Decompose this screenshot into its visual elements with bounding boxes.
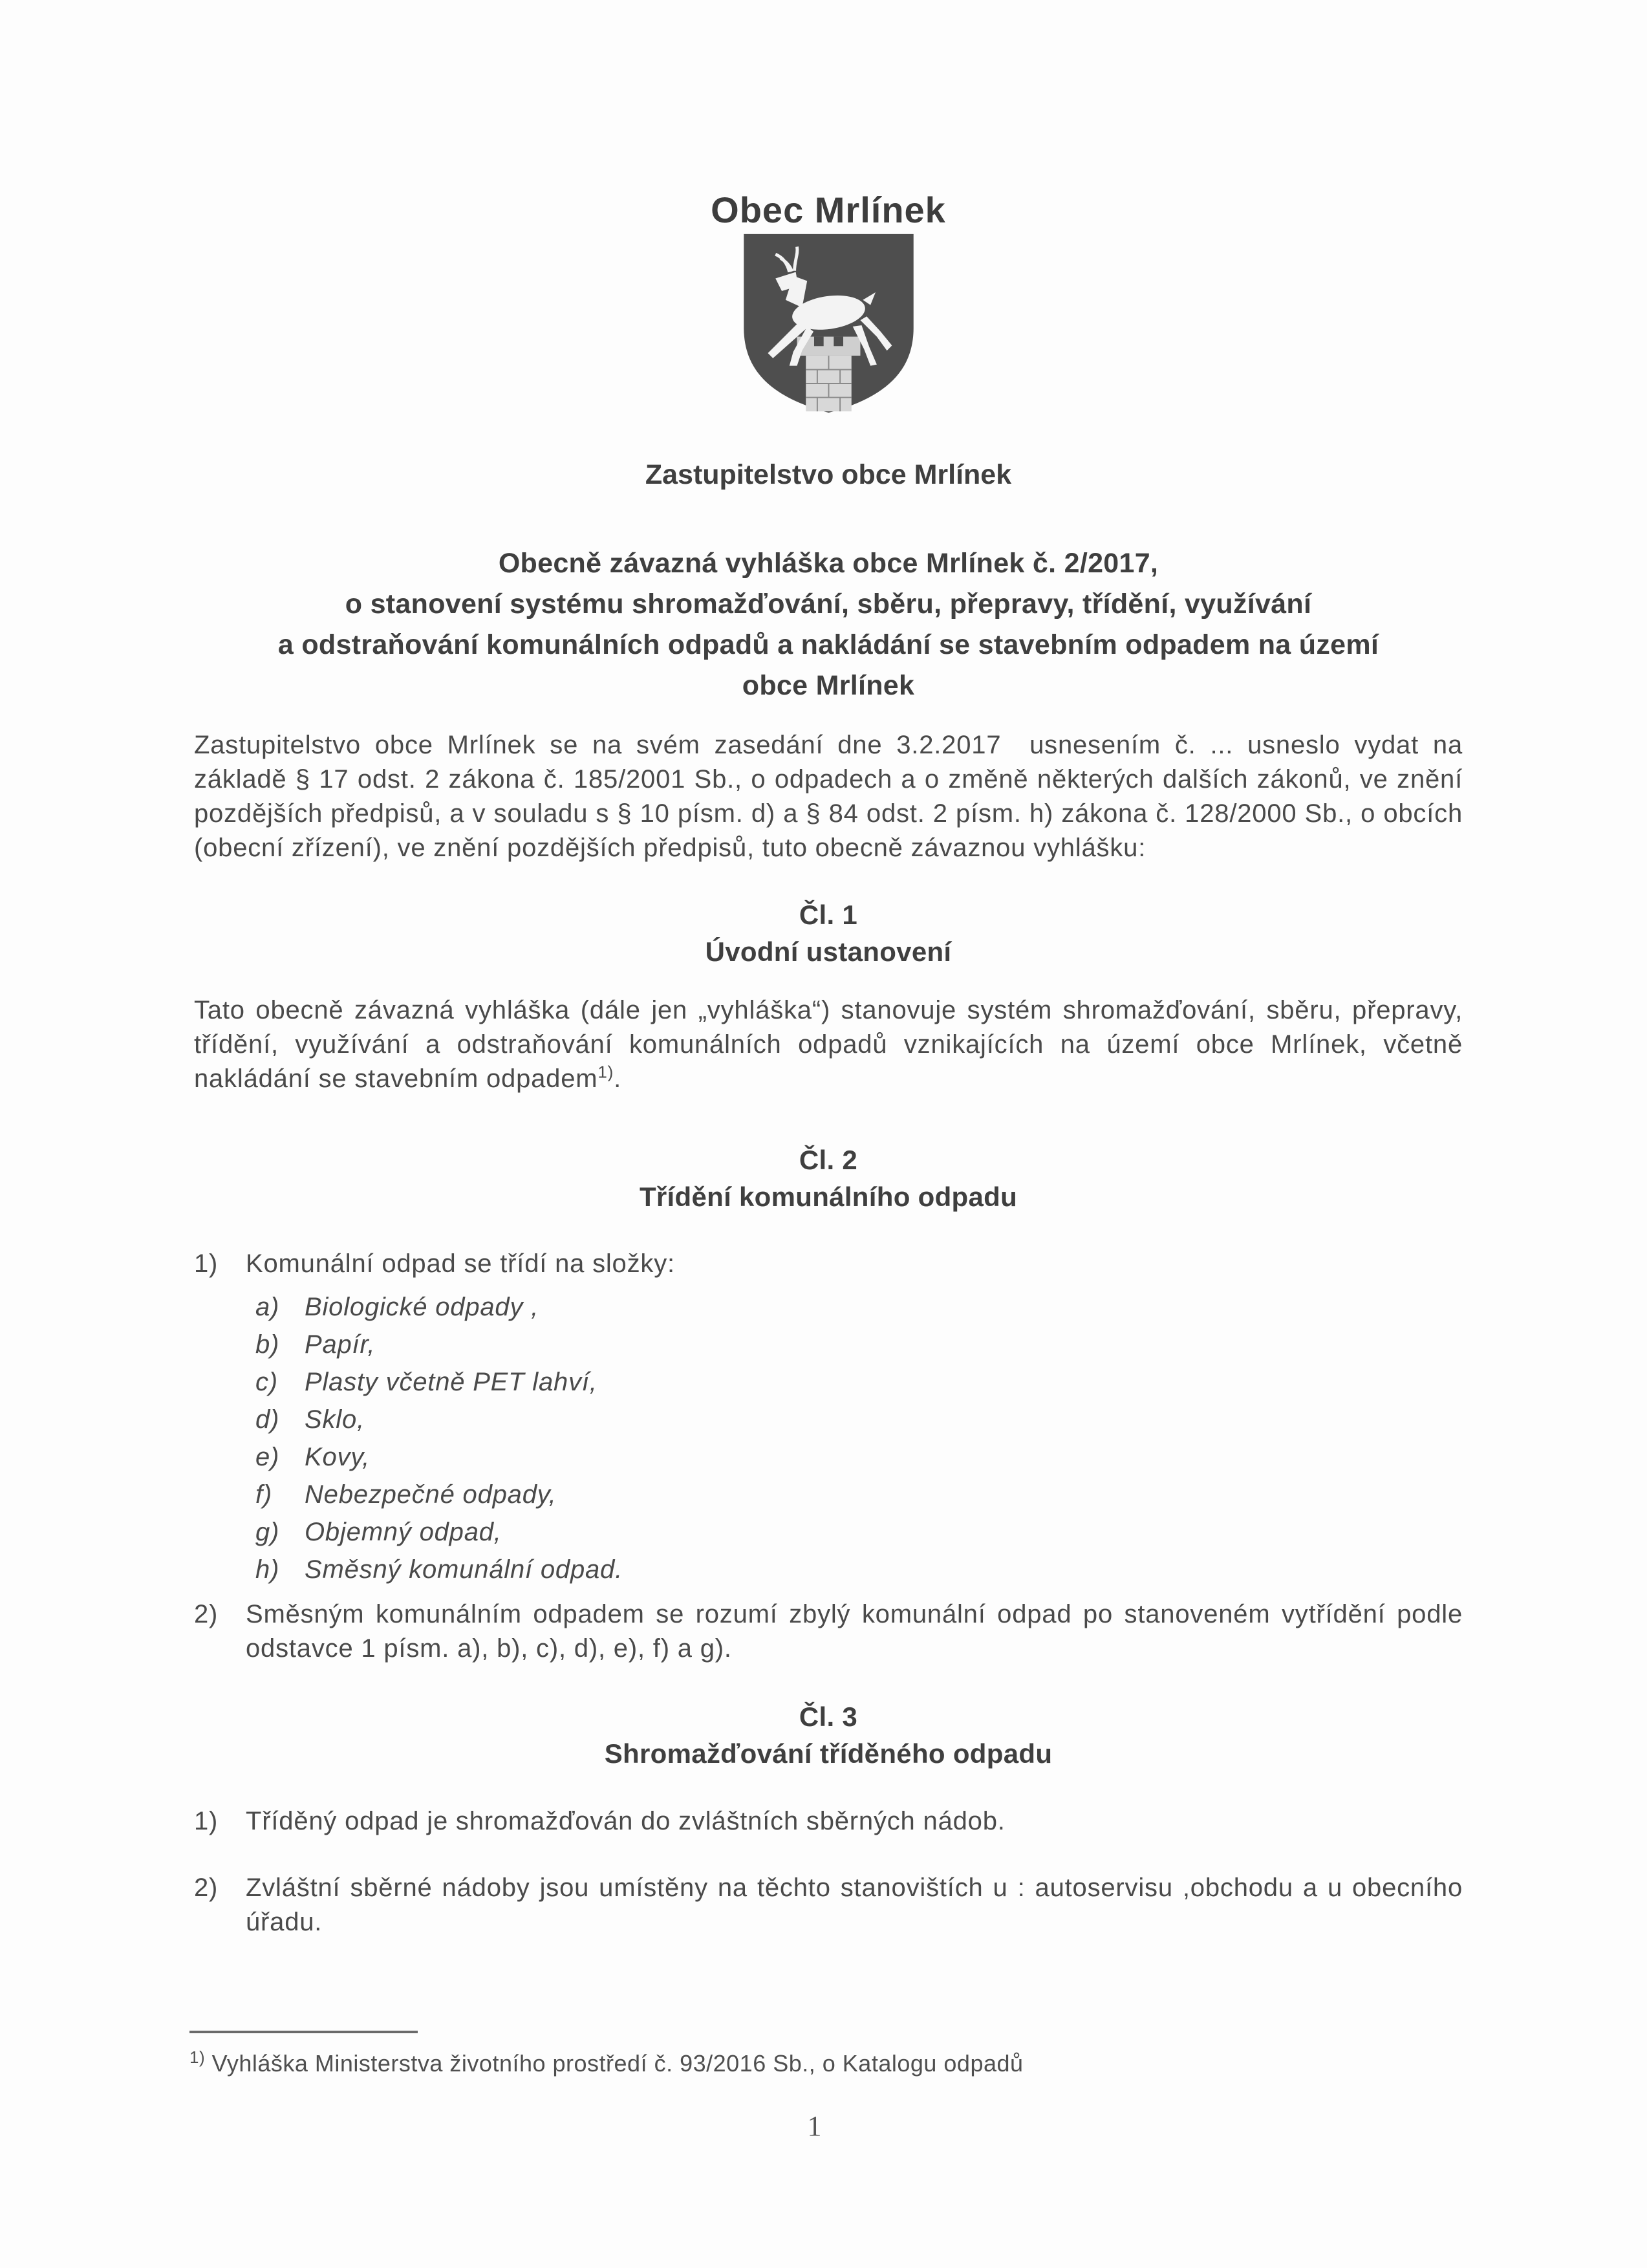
sublist-item-text: Papír, xyxy=(305,1330,376,1359)
article-3-heading xyxy=(194,1698,1463,1772)
article-3-number: Čl. 3 xyxy=(799,1701,858,1732)
article-2-title: Třídění komunálního odpadu xyxy=(639,1182,1018,1212)
sublist-item-label: b) xyxy=(255,1330,280,1359)
page-content xyxy=(194,0,1470,1939)
sublist-item-label: c) xyxy=(255,1368,278,1396)
sublist-item-text: Sklo, xyxy=(305,1405,365,1434)
footnote xyxy=(189,2049,1458,2079)
sublist-item xyxy=(255,1326,1463,1363)
sublist-item-text: Kovy, xyxy=(305,1443,371,1471)
item-text: Zvláštní sběrné nádoby jsou umístěny na těchto stanovištích u : autoservisu ,obchodu a u obecního úřadu. xyxy=(246,1874,1463,1936)
sublist-item-label: a) xyxy=(255,1293,280,1321)
item-text: Tříděný odpad je shromažďován do zvláštních sběrných nádob. xyxy=(246,1807,1006,1835)
sublist-item xyxy=(255,1401,1463,1438)
item-text: Komunální odpad se třídí na složky: xyxy=(246,1249,675,1278)
article-2-heading xyxy=(194,1141,1463,1215)
article-3-title: Shromažďování tříděného odpadu xyxy=(604,1738,1053,1769)
ordinance-title-line1: Obecně závazná vyhláška obce Mrlínek č. 2/2017, xyxy=(498,548,1159,579)
sublist-item-label: d) xyxy=(255,1405,280,1434)
sublist-item xyxy=(255,1513,1463,1551)
article-3-item-1 xyxy=(194,1804,1463,1839)
ordinance-title-line4: obce Mrlínek xyxy=(742,670,915,701)
article-2-sublist xyxy=(255,1288,1463,1588)
sublist-item xyxy=(255,1476,1463,1513)
article-1-title: Úvodní ustanovení xyxy=(705,936,952,967)
sublist-item-label: e) xyxy=(255,1443,280,1471)
article-2-item-2 xyxy=(194,1597,1463,1666)
footnote-text: Vyhláška Ministerstva životního prostředí č. 93/2016 Sb., o Katalogu odpadů xyxy=(211,2050,1024,2077)
municipality-title: Obec Mrlínek xyxy=(711,189,946,230)
sublist-item xyxy=(255,1551,1463,1588)
article-1-period: . xyxy=(614,1064,622,1093)
sublist-item-label: g) xyxy=(255,1518,280,1546)
sublist-item xyxy=(255,1288,1463,1326)
sublist-item-text: Nebezpečné odpady, xyxy=(305,1480,557,1509)
article-1-heading xyxy=(194,896,1463,970)
article-3-item-2 xyxy=(194,1871,1463,1939)
footnote-reference: 1) xyxy=(597,1062,614,1082)
article-2-item-1 xyxy=(194,1247,1463,1281)
preamble-paragraph: Zastupitelstvo obce Mrlínek se na svém zasedání dne 3.2.2017 usnesením č. ... usneslo vydat na základě § 17 odst. 2 zákona č. 185/2001 Sb., o odpadech a o změně některých dalších zákonů, ve znění pozdějších předpisů, a v souladu s § 10 písm. d) a § 84 odst. 2 písm. h) zákona č. 128/2000 Sb., o obcích (obecní zřízení), ve znění pozdějších předpisů, tuto obecně závaznou vyhlášku: xyxy=(194,731,1470,862)
page-number: 1 xyxy=(807,2110,822,2142)
article-1-number: Čl. 1 xyxy=(799,900,858,930)
sublist-item-label: f) xyxy=(255,1480,273,1509)
article-2-number: Čl. 2 xyxy=(799,1145,858,1175)
sublist-item xyxy=(255,1438,1463,1476)
article-1-body xyxy=(194,993,1463,1096)
sublist-item xyxy=(255,1363,1463,1401)
footnote-marker: 1) xyxy=(189,2047,206,2067)
coat-of-arms xyxy=(739,232,918,415)
coat-of-arms-image xyxy=(739,232,918,415)
item-number: 2) xyxy=(194,1600,219,1628)
article-1-text: Tato obecně závazná vyhláška (dále jen „vyhláška“) stanovuje systém shromažďování, sběru, přepravy, třídění, využívání a odstraňování komunálních odpadů vznikajících na území obce Mrlínek, včetně nakládání se stavebním odpadem xyxy=(194,996,1463,1093)
sublist-item-text: Plasty včetně PET lahví, xyxy=(305,1368,597,1396)
sublist-item-text: Biologické odpady , xyxy=(305,1293,539,1321)
sublist-item-text: Objemný odpad, xyxy=(305,1518,502,1546)
sublist-item-text: Směsný komunální odpad. xyxy=(305,1555,623,1584)
sublist-item-label: h) xyxy=(255,1555,280,1584)
tower-figure xyxy=(797,337,860,412)
ordinance-title-line2: o stanovení systému shromažďování, sběru, přepravy, třídění, využívání xyxy=(345,589,1312,620)
item-number: 2) xyxy=(194,1874,219,1902)
item-number: 1) xyxy=(194,1807,219,1835)
ordinance-title xyxy=(194,543,1463,706)
item-number: 1) xyxy=(194,1249,219,1278)
council-heading: Zastupitelstvo obce Mrlínek xyxy=(645,459,1012,490)
item-text: Směsným komunálním odpadem se rozumí zbylý komunální odpad po stanoveném vytřídění podle odstavce 1 písm. a), b), c), d), e), f) a g). xyxy=(246,1600,1463,1663)
footnote-area xyxy=(189,2031,1458,2079)
ordinance-title-line3: a odstraňování komunálních odpadů a nakládání se stavebním odpadem na území xyxy=(277,629,1379,660)
footnote-separator xyxy=(189,2031,418,2033)
